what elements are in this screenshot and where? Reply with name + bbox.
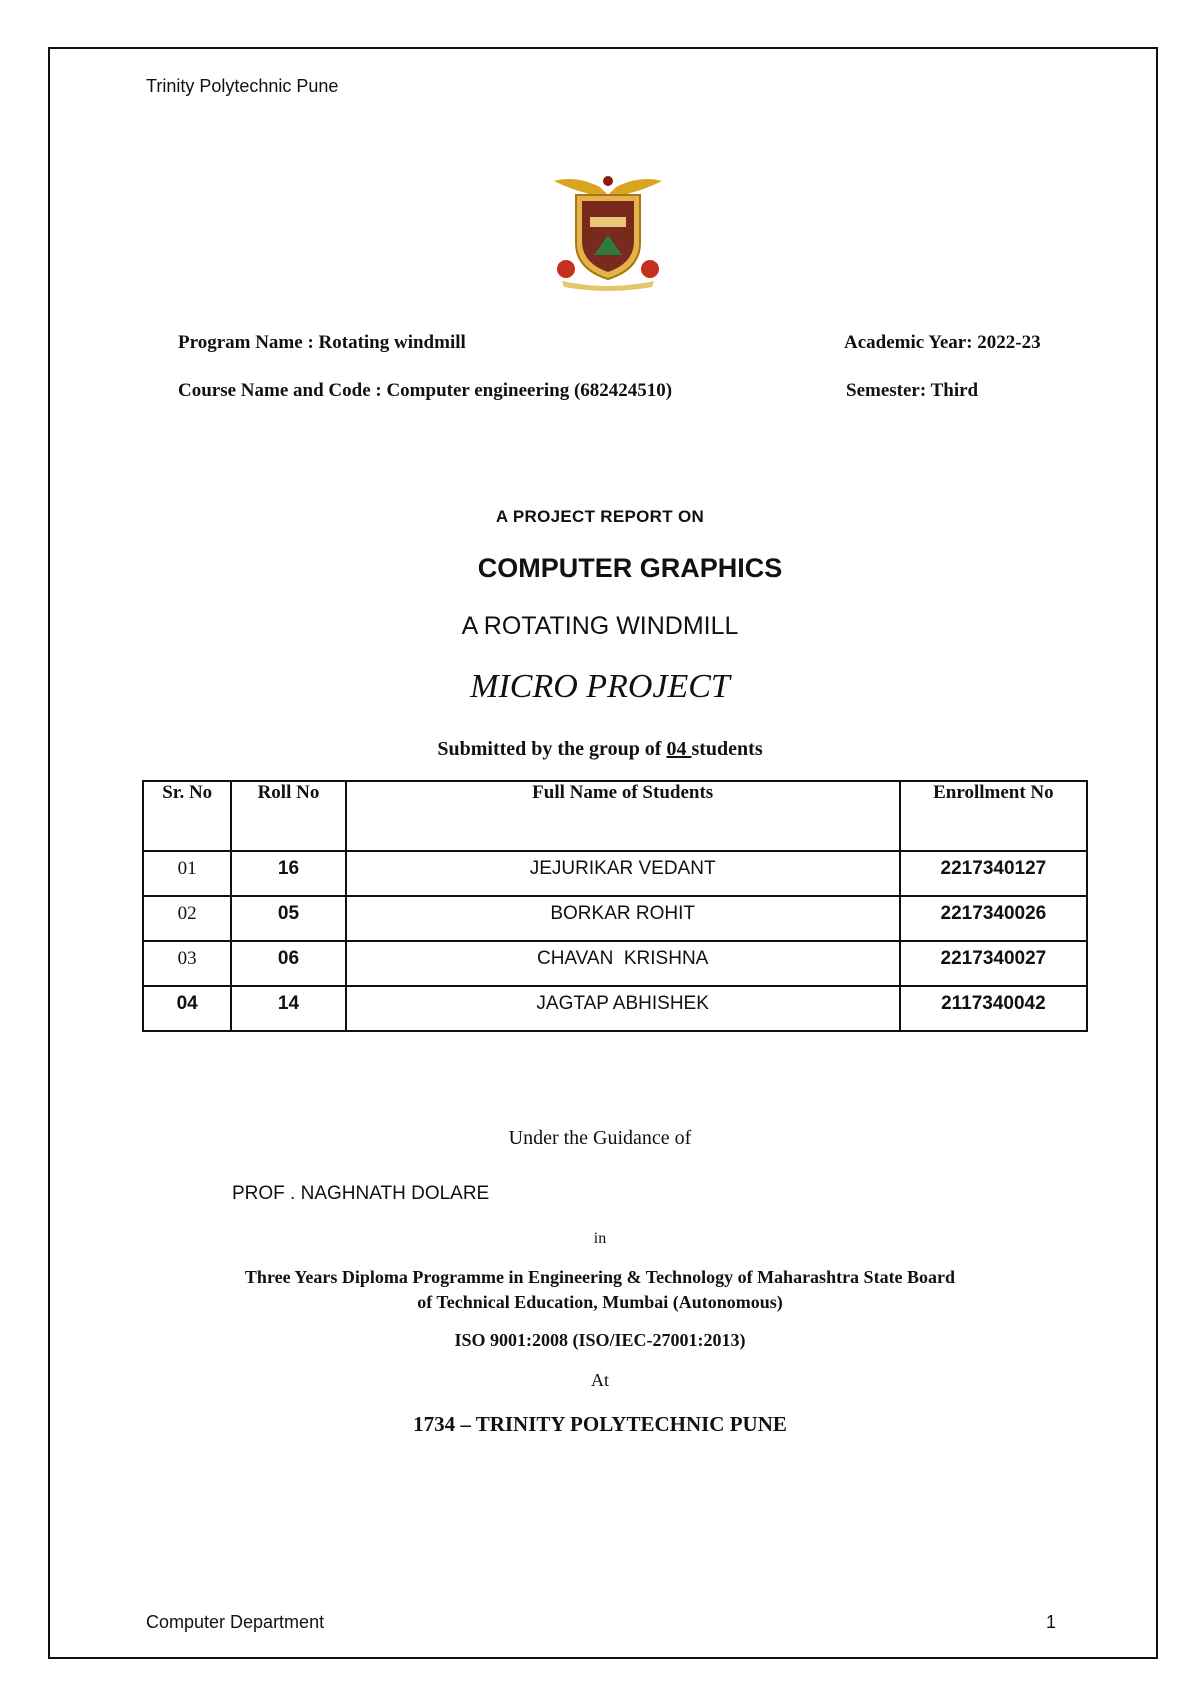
- cell-name: JAGTAP ABHISHEK: [346, 986, 900, 1031]
- cell-enrollment: 2117340042: [900, 986, 1087, 1031]
- cell-roll-no: 05: [231, 896, 345, 941]
- page-number: 1: [1046, 1612, 1057, 1632]
- table-row: [143, 851, 1087, 896]
- report-on: A PROJECT REPORT ON: [495, 507, 705, 526]
- project-type: MICRO PROJECT: [470, 668, 730, 705]
- cell-sr-no: 04: [143, 986, 231, 1031]
- table-row: [143, 941, 1087, 986]
- students-table: [142, 780, 1088, 1032]
- cell-name: BORKAR ROHIT: [346, 896, 900, 941]
- cell-enrollment: 2217340127: [900, 851, 1087, 896]
- cell-name: CHAVAN KRISHNA: [346, 941, 900, 986]
- diploma-text: [0, 1265, 1200, 1315]
- table-row: [143, 986, 1087, 1031]
- subject-title: COMPUTER GRAPHICS: [477, 553, 783, 583]
- cell-enrollment: 2217340026: [900, 896, 1087, 941]
- institute-emblem: [546, 173, 670, 293]
- cell-sr-no: 01: [143, 851, 231, 896]
- iso-certification: ISO 9001:2008 (ISO/IEC-27001:2013): [454, 1330, 746, 1350]
- footer-department: Computer Department: [146, 1612, 325, 1632]
- header-roll-no: Roll No: [231, 781, 345, 851]
- at-label: At: [591, 1370, 609, 1390]
- diploma-line-2: of Technical Education, Mumbai (Autonomous): [417, 1292, 783, 1312]
- semester: Semester: Third: [846, 380, 979, 401]
- project-title: A ROTATING WINDMILL: [461, 612, 739, 640]
- submitted-prefix: Submitted by the group of: [437, 738, 667, 760]
- header-enrollment-no: Enrollment No: [900, 781, 1087, 851]
- cell-name: JEJURIKAR VEDANT: [346, 851, 900, 896]
- in-label: in: [593, 1230, 607, 1247]
- academic-year: Academic Year: 2022-23: [844, 332, 1041, 353]
- submitted-line: [0, 738, 1200, 761]
- header-sr-no: Sr. No: [143, 781, 231, 851]
- course-name: Course Name and Code : Computer engineering (682424510): [178, 380, 673, 401]
- guidance-label: Under the Guidance of: [508, 1127, 692, 1149]
- guide-name: PROF . NAGHNATH DOLARE: [232, 1183, 490, 1204]
- program-name: Program Name : Rotating windmill: [178, 332, 466, 353]
- cell-enrollment: 2217340027: [900, 941, 1087, 986]
- cell-sr-no: 03: [143, 941, 231, 986]
- submitted-count: 04: [666, 738, 692, 760]
- header-full-name: Full Name of Students: [346, 781, 900, 851]
- cell-roll-no: 16: [231, 851, 345, 896]
- table-row: [143, 896, 1087, 941]
- cell-sr-no: 02: [143, 896, 231, 941]
- header-institute: Trinity Polytechnic Pune: [146, 76, 339, 96]
- table-header-row: [143, 781, 1087, 851]
- cell-roll-no: 06: [231, 941, 345, 986]
- cell-roll-no: 14: [231, 986, 345, 1031]
- diploma-line-1: Three Years Diploma Programme in Engineering & Technology of Maharashtra State Board: [244, 1267, 956, 1287]
- submitted-suffix: students: [691, 738, 763, 760]
- institute-full-name: 1734 – TRINITY POLYTECHNIC PUNE: [413, 1412, 787, 1436]
